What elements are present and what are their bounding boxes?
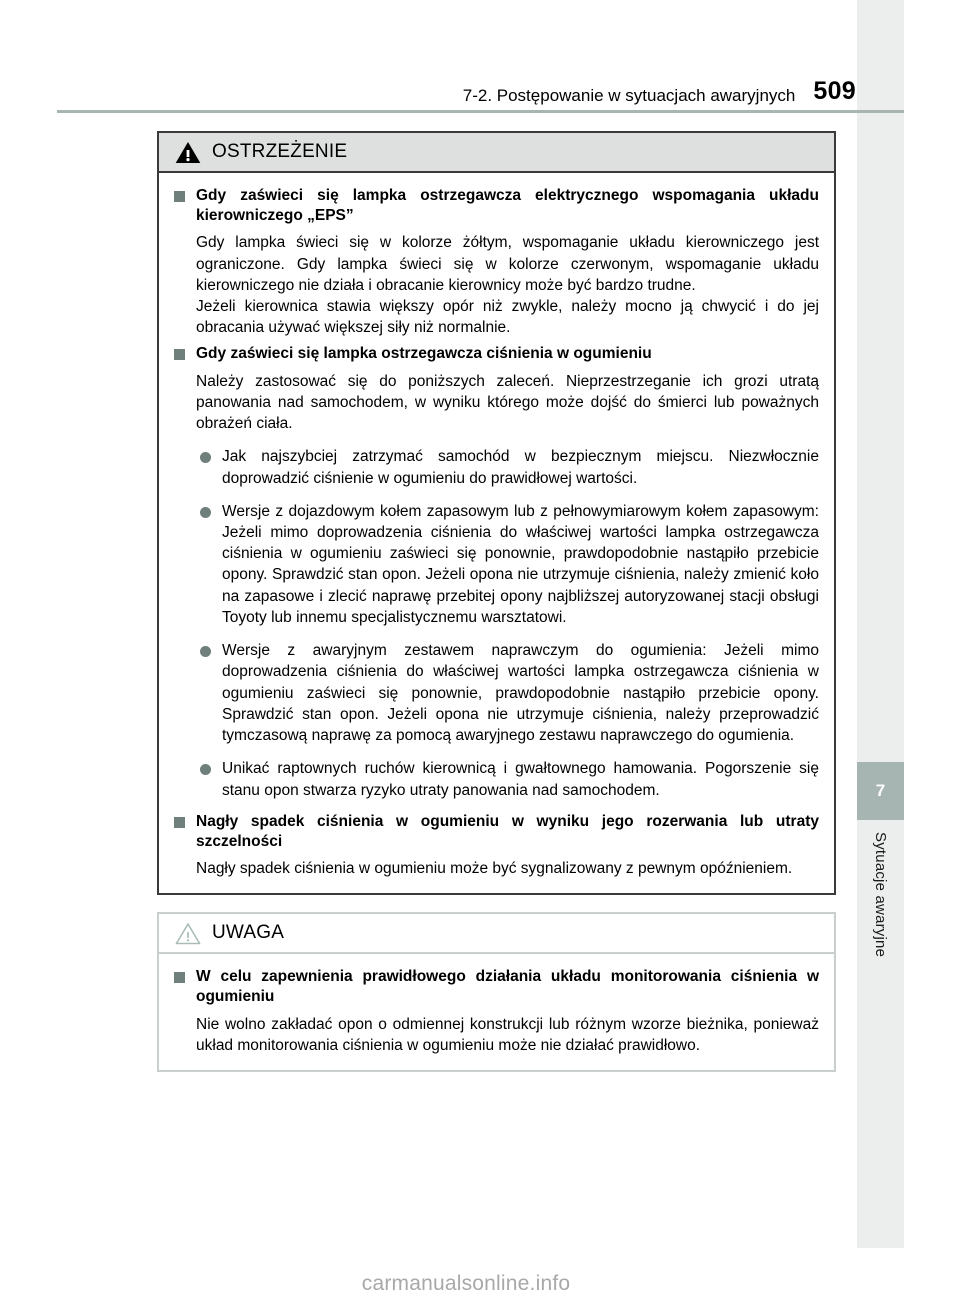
warning-section-paragraph: Jeżeli kierownica stawia większy opór niż zwykle, należy mocno ją chwycić i do jej obracania używać większej siły niż normalnie. [196,297,819,337]
chapter-number-badge: 7 [857,762,904,820]
warning-box-header [159,133,834,173]
caution-box [157,912,836,1072]
chapter-label [857,826,904,1086]
warning-bullet-item: Jak najszybciej zatrzymać samochód w bezpiecznym miejscu. Niezwłocznie doprowadzić ciśnienie w ogumieniu do prawidłowej wartości. [174,446,819,488]
warning-section-heading: Gdy zaświeci się lampka ostrzegawcza elektrycznego wspomagania układu kierowniczego „EPS” [174,186,819,226]
page-header-title: 7-2. Postępowanie w sytuacjach awaryjnych [462,86,796,105]
warning-section-paragraph: Nagły spadek ciśnienia w ogumieniu może być sygnalizowany z pewnym opóźnieniem. [196,860,793,878]
warning-section-heading: Nagły spadek ciśnienia w ogumieniu w wyniku jego rozerwania lub utraty szczelności [174,812,819,852]
chapter-label-text: Sytuacje awaryjne [872,832,889,958]
warning-bullet-item: Wersje z dojazdowym kołem zapasowym lub z pełnowymiarowym kołem zapasowym: Jeżeli mimo doprowadzenia ciśnienia do właściwej wartości lampka ostrzegawcza ciśnienia w ogumieniu zaświeci się ponownie, prawdopodobnie nastąpiło przebicie opony. Sprawdzić stan opon. Jeżeli opona nie utrzymuje ciśnienia, należy zmienić koło na zapasowe i zlecić naprawę przebitej opony najbliższej autoryzowanej stacji obsługi Toyoty lub innemu specjalistycznemu warsztatowi. [174,501,819,628]
warning-box-body [159,173,834,893]
page-content [157,131,836,1072]
caution-box-title: UWAGA [212,922,285,944]
page-number: 509 [813,77,856,105]
warning-box-title: OSTRZEŻENIE [212,141,348,162]
caution-section-paragraph: Nie wolno zakładać opon o odmiennej konstrukcji lub różnym wzorze bieżnika, ponieważ układ monitorowania ciśnienia w ogumieniu może nie działać prawidłowo. [196,1015,819,1054]
warning-section-heading: Gdy zaświeci się lampka ostrzegawcza ciśnienia w ogumieniu [174,344,819,364]
caution-box-header [159,914,834,954]
warning-triangle-outline-icon [175,922,201,945]
header-divider [57,110,904,113]
warning-triangle-solid-icon [175,141,201,164]
caution-section-heading: W celu zapewnienia prawidłowego działania układu monitorowania ciśnienia w ogumieniu [174,967,819,1007]
warning-bullet-item: Wersje z awaryjnym zestawem naprawczym do ogumienia: Jeżeli mimo doprowadzenia ciśnienia do właściwej wartości lampka ostrzegawcza ciśnienia w ogumieniu zaświeci się ponownie, prawdopodobnie nastąpiło przebicie opony. Sprawdzić stan opon. Jeżeli opona nie utrzymuje ciśnienia, należy przeprowadzić tymczasową naprawę za pomocą awaryjnego zestawu naprawczego do ogumienia. [174,640,819,746]
warning-box [157,131,836,895]
page-header [0,68,904,104]
warning-section-paragraph: Gdy lampka świeci się w kolorze żółtym, wspomaganie układu kierowniczego jest ograniczone. Gdy lampka świeci się w kolorze czerwonym, wspomaganie układu kierowniczego nie działa i obracanie kierownicy może być bardzo trudne. [196,234,819,294]
caution-box-body [159,954,834,1070]
site-watermark: carmanualsonline.info [361,1272,571,1295]
warning-bullet-item: Unikać raptownych ruchów kierownicą i gwałtownego hamowania. Pogorszenie się stanu opon stwarza ryzyko utraty panowania nad samochodem. [174,758,819,800]
warning-section-paragraph: Należy zastosować się do poniższych zaleceń. Nieprzestrzeganie ich grozi utratą panowania nad samochodem, w wyniku którego może dojść do śmierci lub poważnych obrażeń ciała. [196,372,819,433]
